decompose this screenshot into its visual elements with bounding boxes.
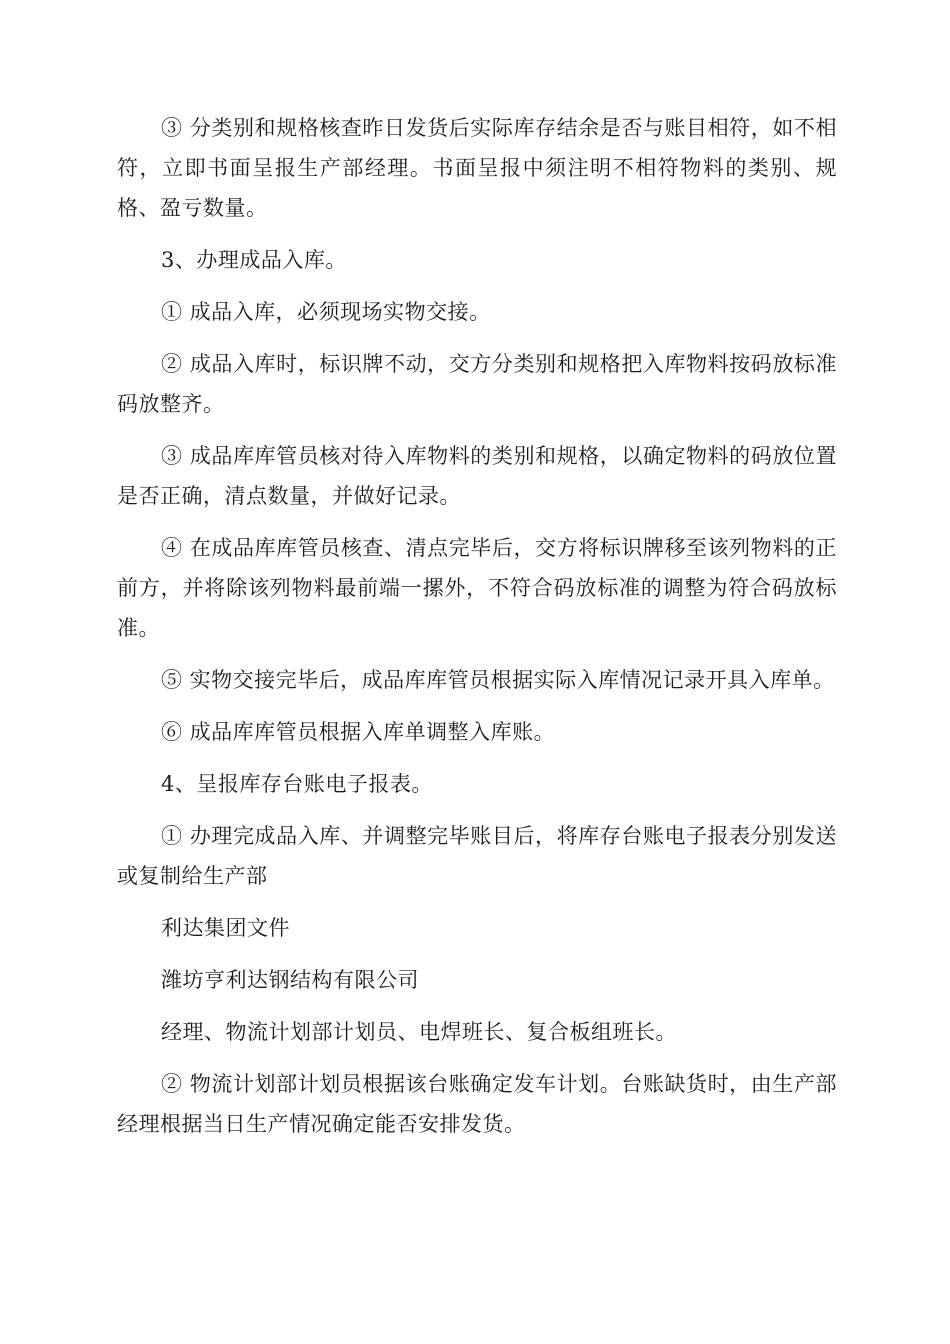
paragraph-send-report: ① 办理完成品入库、并调整完毕账目后，将库存台账电子报表分别发送或复制给生产部: [117, 824, 837, 888]
header-group-document: 利达集团文件: [161, 916, 290, 940]
paragraph-shipping-plan: ② 物流计划部计划员根据该台账确定发车计划。台账缺货时，由生产部经理根据当日生产情况确定能否安排发货。: [117, 1072, 837, 1136]
header-company-name: 潍坊亨利达钢结构有限公司: [161, 968, 419, 992]
document-body: [117, 108, 837, 1156]
paragraph-handover: ① 成品入库，必须现场实物交接。: [161, 300, 491, 324]
paragraph-verify: ③ 成品库库管员核对待入库物料的类别和规格，以确定物料的码放位置是否正确，清点数量，并做好记录。: [117, 444, 837, 508]
paragraph-recipients: 经理、物流计划部计划员、电焊班长、复合板组班长。: [161, 1020, 677, 1044]
paragraph-signboard: ④ 在成品库库管员核查、清点完毕后，交方将标识牌移至该列物料的正前方，并将除该列物料最前端一摞外，不符合码放标准的调整为符合码放标准。: [117, 536, 837, 640]
paragraph-receipt: ⑤ 实物交接完毕后，成品库库管员根据实际入库情况记录开具入库单。: [161, 668, 835, 692]
paragraph-stacking: ② 成品入库时，标识牌不动，交方分类别和规格把入库物料按码放标准码放整齐。: [117, 352, 837, 416]
section-heading-warehousing: 3、办理成品入库。: [161, 248, 347, 272]
paragraph-inventory-check: ③ 分类别和规格核查昨日发货后实际库存结余是否与账目相符，如不相符，立即书面呈报生产部经理。书面呈报中须注明不相符物料的类别、规格、盈亏数量。: [117, 116, 837, 220]
section-heading-report: 4、呈报库存台账电子报表。: [161, 772, 433, 796]
paragraph-ledger-adjust: ⑥ 成品库库管员根据入库单调整入库账。: [161, 720, 556, 744]
